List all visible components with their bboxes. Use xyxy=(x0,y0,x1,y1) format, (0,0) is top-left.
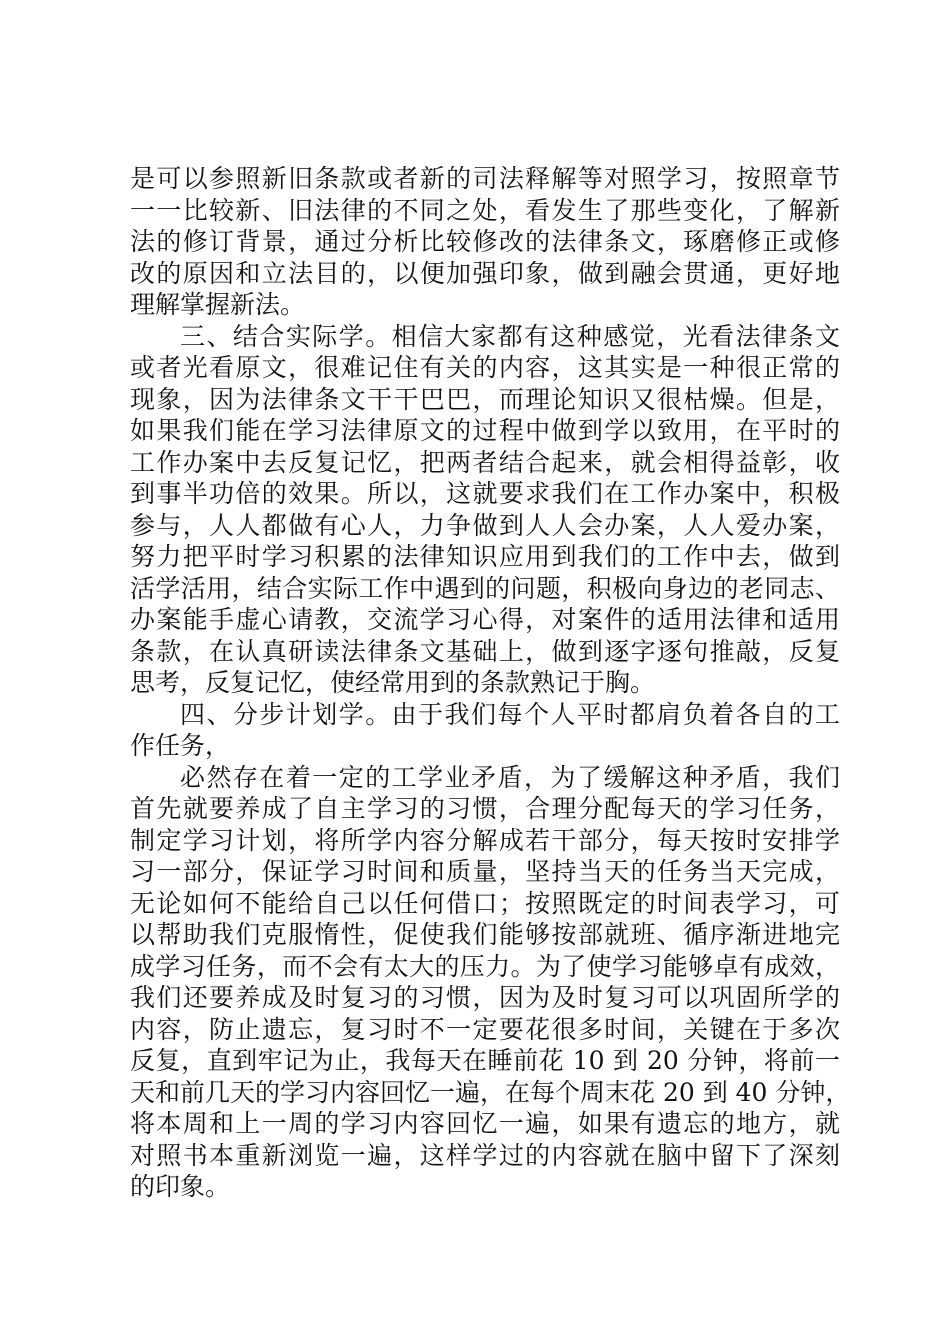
text-line: 理解掌握新法。 xyxy=(130,290,306,319)
text-line: 条款，在认真研读法律条文基础上，做到逐字逐句推敲，反复 xyxy=(130,636,840,666)
text-line: 无论如何不能给自己以任何借口；按照既定的时间表学习，可 xyxy=(130,888,840,918)
text-line: 将本周和上一周的学习内容回忆一遍，如果有遗忘的地方，就 xyxy=(130,1109,840,1138)
text-line: 活学活用，结合实际工作中遇到的问题，积极向身边的老同志、 xyxy=(130,573,840,603)
text-line: 对照书本重新浏览一遍，这样学过的内容就在脑中留下了深刻 xyxy=(130,1140,840,1170)
text-line: 成学习任务，而不会有太大的压力。为了使学习能够卓有成效， xyxy=(130,951,840,981)
text-line: 的印象。 xyxy=(130,1172,231,1201)
text-line: 作任务， xyxy=(130,731,231,760)
text-line: 天和前几天的学习内容回忆一遍，在每个周末花 20 到 40 分钟， xyxy=(130,1077,851,1107)
text-line: 到事半功倍的效果。所以，这就要求我们在工作办案中，积极 xyxy=(130,479,840,508)
text-line: 或者光看原文，很难记住有关的内容，这其实是一种很正常的 xyxy=(130,353,840,382)
body-text xyxy=(130,163,851,1203)
text-line: 习一部分，保证学习时间和质量，坚持当天的任务当天完成， xyxy=(130,857,840,886)
text-line: 工作办案中去反复记忆，把两者结合起来，就会相得益彰，收 xyxy=(130,447,840,477)
text-line: 法的修订背景，通过分析比较修改的法律条文，琢磨修正或修 xyxy=(130,227,840,256)
text-line: 思考，反复记忆，使经常用到的条款熟记于胸。 xyxy=(130,668,656,697)
text-line: 如果我们能在学习法律原文的过程中做到学以致用，在平时的 xyxy=(130,416,840,445)
paragraph-start: 必然存在着一定的工学业矛盾，为了缓解这种矛盾，我们 xyxy=(180,762,840,792)
text-line: 一一比较新、旧法律的不同之处，看发生了那些变化，了解新 xyxy=(130,195,840,225)
paragraph-heading-4: 四、分步计划学。由于我们每个人平时都肩负着各自的工 xyxy=(180,699,840,729)
text-line: 改的原因和立法目的，以便加强印象，做到融会贯通，更好地 xyxy=(130,258,840,288)
paragraph-heading-3: 三、结合实际学。相信大家都有这种感觉，光看法律条文 xyxy=(180,321,840,351)
text-line: 办案能手虚心请教，交流学习心得，对案件的适用法律和适用 xyxy=(130,605,840,634)
text-line: 参与，人人都做有心人，力争做到人人会办案，人人爱办案， xyxy=(130,510,840,540)
text-line: 现象，因为法律条文干干巴巴，而理论知识又很枯燥。但是， xyxy=(130,384,840,414)
text-line: 反复，直到牢记为止，我每天在睡前花 10 到 20 分钟，将前一 xyxy=(130,1046,840,1075)
text-line: 努力把平时学习积累的法律知识应用到我们的工作中去，做到 xyxy=(130,542,840,571)
text-line: 内容，防止遗忘，复习时不一定要花很多时间，关键在于多次 xyxy=(130,1014,840,1044)
text-line: 是可以参照新旧条款或者新的司法释解等对照学习，按照章节 xyxy=(130,164,840,193)
text-line: 制定学习计划，将所学内容分解成若干部分，每天按时安排学 xyxy=(130,825,840,855)
text-line: 我们还要养成及时复习的习惯，因为及时复习可以巩固所学的 xyxy=(130,983,840,1012)
text-line: 以帮助我们克服惰性，促使我们能够按部就班、循序渐进地完 xyxy=(130,920,840,949)
text-line: 首先就要养成了自主学习的习惯，合理分配每天的学习任务， xyxy=(130,794,840,823)
